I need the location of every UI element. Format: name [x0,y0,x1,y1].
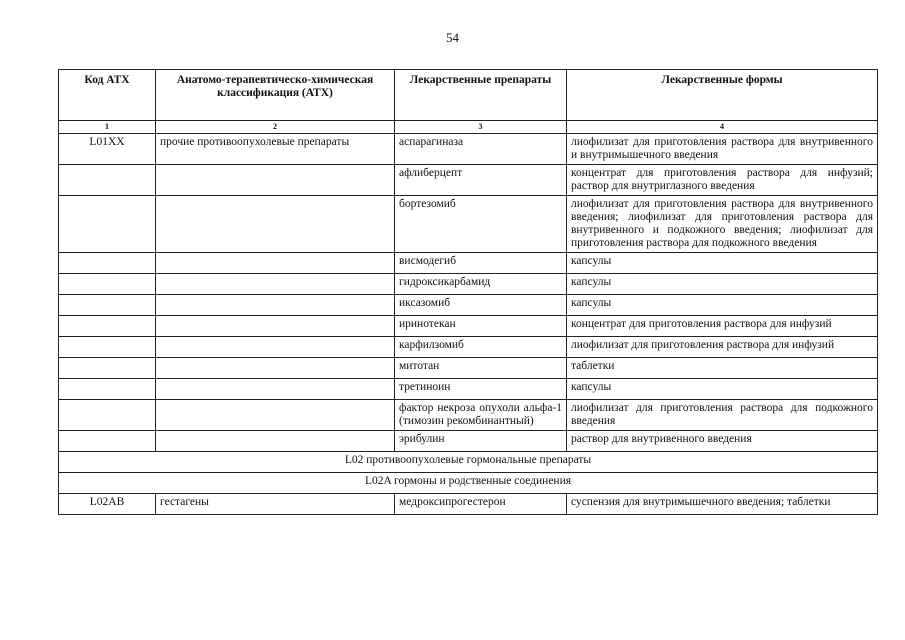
column-number-row [59,121,878,134]
table-row [59,379,878,400]
table-row [59,358,878,379]
atx-class [156,253,395,274]
atx-code: L01XX [59,134,156,165]
page-number: 54 [446,30,459,45]
drug-name: афлиберцепт [395,165,567,196]
drug-form: капсулы [567,379,878,400]
drug-name: фактор некроза опухоли альфа-1 (тимозин рекомбинантный) [395,400,567,431]
drug-form: лиофилизат для приготовления раствора для инфузий [567,337,878,358]
atx-class [156,274,395,295]
drug-form: концентрат для приготовления раствора для инфузий [567,316,878,337]
atx-code [59,316,156,337]
drug-name: бортезомиб [395,196,567,253]
drug-form: концентрат для приготовления раствора для инфузий; раствор для внутриглазного введения [567,165,878,196]
atx-code [59,253,156,274]
atx-class [156,295,395,316]
section-row-l02a [59,473,878,494]
atx-class [156,316,395,337]
atx-class [156,358,395,379]
atx-class [156,400,395,431]
drug-name: эрибулин [395,431,567,452]
drug-form: суспензия для внутримышечного введения; таблетки [567,494,878,515]
drug-name: карфилзомиб [395,337,567,358]
table-row [59,316,878,337]
table-row [59,274,878,295]
atx-code: L02AB [59,494,156,515]
atx-code [59,379,156,400]
column-number: 2 [156,121,395,134]
atx-table [58,69,878,515]
atx-class [156,379,395,400]
table-row [59,431,878,452]
atx-code [59,165,156,196]
atx-class [156,431,395,452]
drug-form: капсулы [567,253,878,274]
drug-name: иринотекан [395,316,567,337]
column-number: 1 [59,121,156,134]
table-row [59,253,878,274]
table-row [59,494,878,515]
atx-code [59,431,156,452]
table-row [59,165,878,196]
atx-code [59,337,156,358]
atx-code [59,295,156,316]
drug-name: висмодегиб [395,253,567,274]
drug-form: раствор для внутривенного введения [567,431,878,452]
atx-code [59,400,156,431]
drug-form: лиофилизат для приготовления раствора для внутривенного и внутримышечного введения [567,134,878,165]
drug-form: лиофилизат для приготовления раствора для подкожного введения [567,400,878,431]
section-row-l02 [59,452,878,473]
table-row [59,295,878,316]
atx-code [59,196,156,253]
drug-name: аспарагиназа [395,134,567,165]
drug-name: медроксипрогестерон [395,494,567,515]
header-code: Код АТХ [59,70,156,121]
header-forms: Лекарственные формы [567,70,878,121]
section-heading: L02A гормоны и родственные соединения [59,473,878,494]
atx-class [156,337,395,358]
column-number: 3 [395,121,567,134]
drug-form: лиофилизат для приготовления раствора для внутривенного введения; лиофилизат для приготовления раствора для внутривенного и подкожного введения; лиофилизат для приготовления раствора для подкожного введения [567,196,878,253]
column-number: 4 [567,121,878,134]
atx-class: гестагены [156,494,395,515]
header-row [59,70,878,121]
atx-code [59,274,156,295]
section-heading: L02 противоопухолевые гормональные препараты [59,452,878,473]
atx-class: прочие противоопухолевые препараты [156,134,395,165]
header-classification: Анатомо-терапевтическо-химическая классификация (АТХ) [156,70,395,121]
table-row [59,196,878,253]
drug-name: иксазомиб [395,295,567,316]
drug-form: капсулы [567,295,878,316]
atx-class [156,165,395,196]
atx-code [59,358,156,379]
table-row [59,400,878,431]
drug-form: капсулы [567,274,878,295]
drug-name: третиноин [395,379,567,400]
table-row [59,337,878,358]
header-drugs: Лекарственные препараты [395,70,567,121]
drug-name: митотан [395,358,567,379]
drug-name: гидроксикарбамид [395,274,567,295]
atx-class [156,196,395,253]
table-row [59,134,878,165]
drug-form: таблетки [567,358,878,379]
